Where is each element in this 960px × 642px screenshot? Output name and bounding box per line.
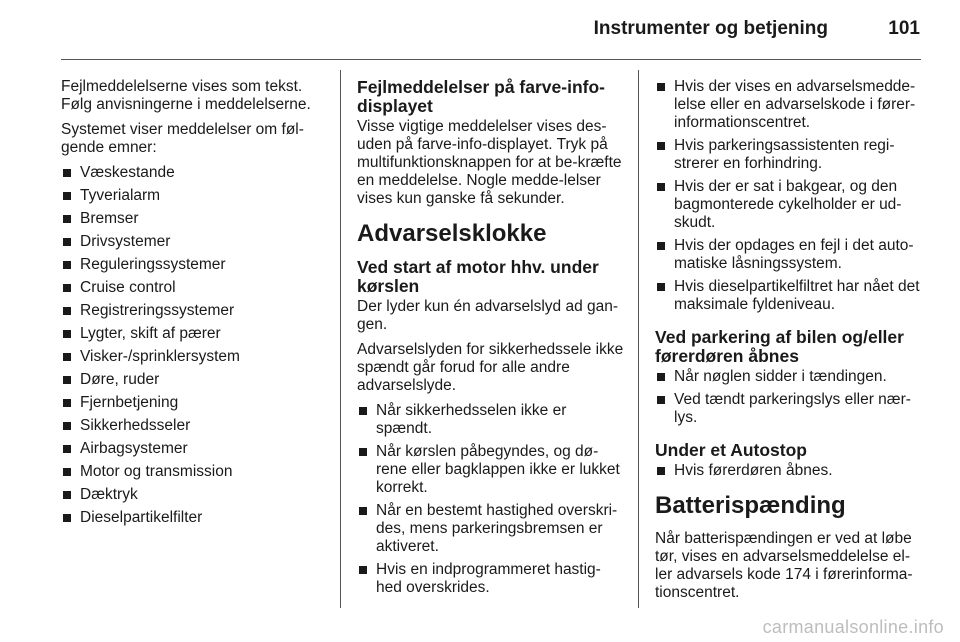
list-item: Reguleringssystemer — [61, 256, 331, 274]
autostop-list — [655, 462, 925, 480]
heading-paragraph: Visse vigtige meddelelser vises des-uden på farve-info-displayet. Tryk på multifunktionsknappen for at be-kræfte en meddelelse. Nogle medde-lelser vises kun ganske få sekunder. — [357, 118, 622, 207]
warning-list-continued — [655, 78, 925, 314]
list-item: Når en bestemt hastighed overskri-des, mens parkeringsbremsen er aktiveret. — [357, 502, 625, 556]
parking-heading: Ved parkering af bilen og/eller førerdøren åbnes — [655, 327, 904, 366]
list-item: Tyverialarm — [61, 187, 331, 205]
section-title: Advarselsklokke — [357, 220, 547, 247]
list-item: Hvis en indprogrammeret hastig-hed overskrides. — [357, 561, 625, 597]
column-divider-1 — [340, 70, 341, 608]
list-item: Motor og transmission — [61, 463, 331, 481]
list-item: Hvis der vises en advarselsmedde-lelse eller en advarselskode i fører-informationscentret. — [655, 78, 925, 132]
column-divider-2 — [638, 70, 639, 608]
warning-list — [357, 402, 625, 597]
list-item: Hvis førerdøren åbnes. — [655, 462, 925, 480]
list-item: Dæktryk — [61, 486, 331, 504]
topic-list — [61, 164, 331, 527]
column-3 — [655, 78, 925, 609]
list-item: Hvis parkeringsassistenten regi-strerer en forhindring. — [655, 137, 925, 173]
battery-title: Batterispænding — [655, 492, 846, 519]
list-item: Når sikkerhedsselen ikke er spændt. — [357, 402, 625, 438]
watermark: carmanualsonline.info — [762, 617, 944, 637]
list-item: Airbagsystemer — [61, 440, 331, 458]
list-item: Sikkerhedsseler — [61, 417, 331, 435]
list-item: Hvis der er sat i bakgear, og den bagmonterede cykelholder er ud-skudt. — [655, 178, 925, 232]
page-number: 101 — [888, 18, 920, 39]
parking-list — [655, 368, 925, 427]
list-item: Når nøglen sidder i tændingen. — [655, 368, 925, 386]
list-item: Hvis dieselpartikelfiltret har nået det maksimale fyldeniveau. — [655, 278, 925, 314]
list-item: Ved tændt parkeringslys eller nær-lys. — [655, 391, 925, 427]
page-title: Instrumenter og betjening — [593, 18, 828, 39]
list-item: Væskestande — [61, 164, 331, 182]
list-item: Bremser — [61, 210, 331, 228]
sub-paragraph: Advarselslyden for sikkerhedssele ikke spændt går forud for alle andre advarselslyde. — [357, 341, 624, 394]
list-item: Hvis der opdages en fejl i det auto-matiske låsningssystem. — [655, 237, 925, 273]
section-heading: Fejlmeddelelser på farve-info-displayet — [357, 77, 605, 116]
system-paragraph: Systemet viser meddelelser om føl-gende emner: — [61, 121, 304, 156]
column-2 — [357, 78, 625, 602]
list-item: Drivsystemer — [61, 233, 331, 251]
sub-paragraph: Der lyder kun én advarselslyd ad gan-gen. — [357, 298, 619, 333]
intro-paragraph: Fejlmeddelelserne vises som tekst. Følg anvisningerne i meddelelserne. — [61, 78, 311, 113]
autostop-heading: Under et Autostop — [655, 440, 807, 460]
list-item: Visker-/sprinklersystem — [61, 348, 331, 366]
battery-paragraph: Når batterispændingen er ved at løbe tør, vises en advarselsmeddelelse el-ler advarsels kode 174 i førerinforma-tionscentret. — [655, 530, 913, 601]
list-item: Dieselpartikelfilter — [61, 509, 331, 527]
sub-heading: Ved start af motor hhv. under kørslen — [357, 257, 599, 296]
list-item: Registreringssystemer — [61, 302, 331, 320]
header-divider — [61, 59, 921, 60]
list-item: Cruise control — [61, 279, 331, 297]
list-item: Fjernbetjening — [61, 394, 331, 412]
list-item: Når kørslen påbegyndes, og dø-rene eller bagklappen ikke er lukket korrekt. — [357, 443, 625, 497]
list-item: Lygter, skift af pærer — [61, 325, 331, 343]
column-1 — [61, 78, 331, 532]
list-item: Døre, ruder — [61, 371, 331, 389]
